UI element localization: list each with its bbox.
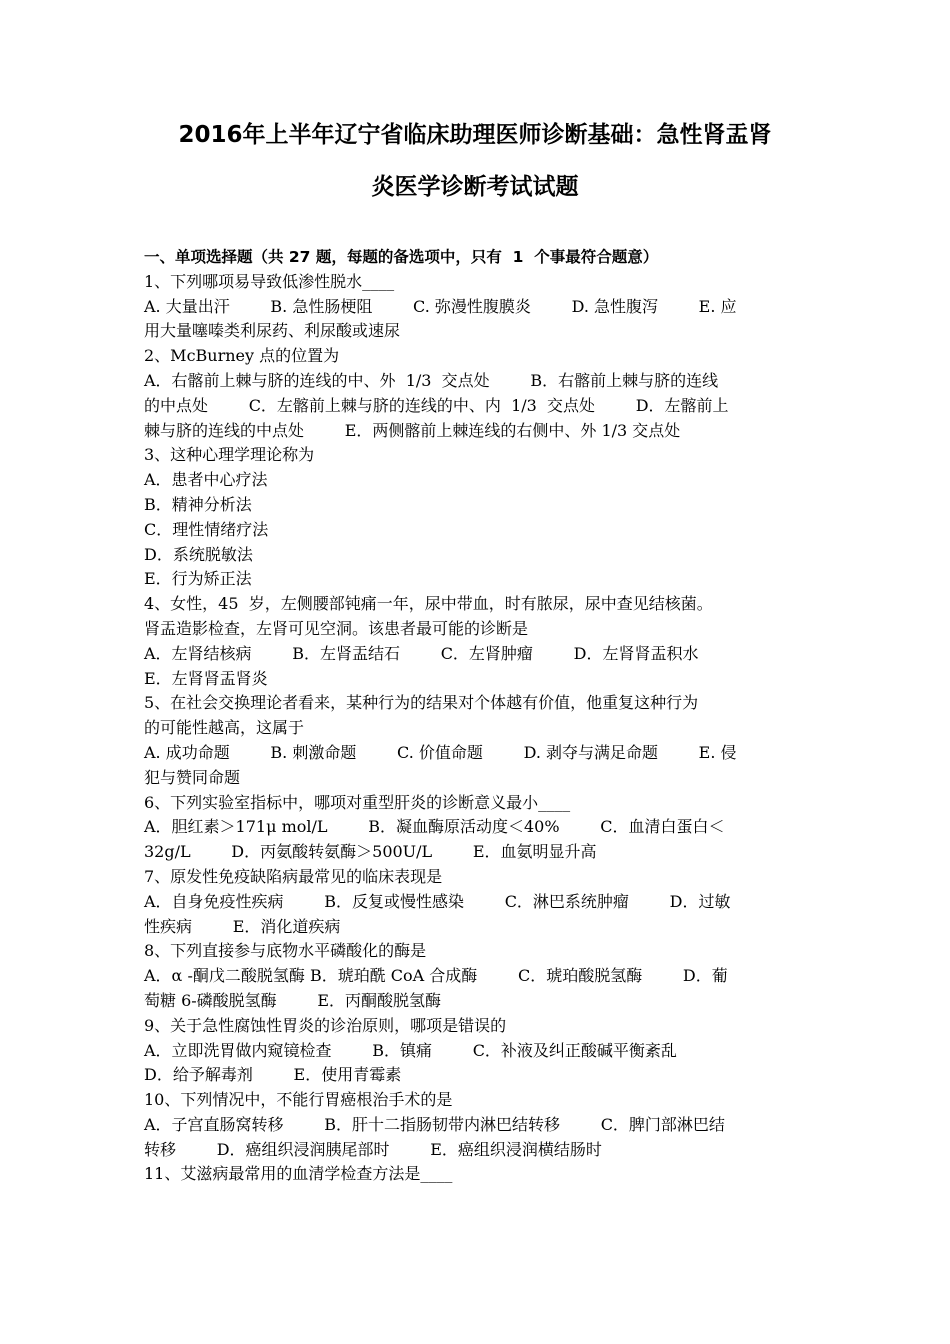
text-line: A．α -酮戊二酸脱氢酶 B．琥珀酰 CoA 合成酶 C．琥珀酸脱氢酶 D．葡 — [144, 966, 728, 986]
text-line: 3、这种心理学理论称为 — [144, 445, 315, 465]
text-line: 4、女性，45 岁，左侧腰部钝痛一年，尿中带血，时有脓尿，尿中查见结核菌。 — [144, 594, 713, 614]
text-line: 10、下列情况中，不能行胃癌根治手术的是 — [144, 1090, 453, 1110]
text-line: A. 大量出汗 B. 急性肠梗阻 C. 弥漫性腹膜炎 D. 急性腹泻 E. 应 — [144, 296, 737, 316]
text-line: C．理性情绪疗法 — [144, 519, 269, 539]
text-line: 性疾病 E．消化道疾病 — [144, 916, 341, 936]
text-line: 5、在社会交换理论者看来，某种行为的结果对个体越有价值，他重复这种行为 — [144, 693, 699, 713]
text-line: 的可能性越高，这属于 — [144, 718, 305, 738]
text-line: A．立即洗胃做内窥镜检查 B．镇痛 C．补液及纠正酸碱平衡紊乱 — [144, 1040, 677, 1060]
document-body — [144, 245, 806, 1187]
text-line: 的中点处 C．左髂前上棘与脐的连线的中、内 1/3 交点处 D．左髂前上 — [144, 395, 729, 415]
text-line: A．左肾结核病 B．左肾盂结石 C．左肾肿瘤 D．左肾肾盂积水 — [144, 643, 699, 663]
text-line: 1、下列哪项易导致低渗性脱水____ — [144, 271, 395, 291]
text-line: A．右髂前上棘与脐的连线的中、外 1/3 交点处 B．右髂前上棘与脐的连线 — [144, 370, 719, 390]
text-line: 萄糖 6-磷酸脱氢酶 E．丙酮酸脱氢酶 — [144, 990, 442, 1010]
text-line: E．行为矫正法 — [144, 569, 252, 589]
text-line: 9、关于急性腐蚀性胃炎的诊治原则，哪项是错误的 — [144, 1015, 507, 1035]
text-line: 7、原发性免疫缺陷病最常见的临床表现是 — [144, 866, 443, 886]
question-list — [144, 270, 806, 1187]
document-title-line-1: 2016年上半年辽宁省临床助理医师诊断基础：急性肾盂肾 — [178, 122, 772, 148]
text-line: 肾盂造影检查，左肾可见空洞。该患者最可能的诊断是 — [144, 618, 529, 638]
text-line: 32g/L D．丙氨酸转氨酶＞500U/L E．血氨明显升高 — [144, 842, 597, 862]
text-line: A．子宫直肠窝转移 B．肝十二指肠韧带内淋巴结转移 C．脾门部淋巴结 — [144, 1114, 725, 1134]
text-line: 用大量噻嗪类利尿药、利尿酸或速尿 — [144, 321, 401, 341]
text-line: E．左肾肾盂肾炎 — [144, 668, 268, 688]
text-line: 转移 D．癌组织浸润胰尾部时 E．癌组织浸润横结肠时 — [144, 1139, 602, 1159]
text-line: 8、下列直接参与底物水平磷酸化的酶是 — [144, 941, 427, 961]
text-line: A．患者中心疗法 — [144, 470, 268, 490]
document-title-line-2: 炎医学诊断考试试题 — [371, 174, 579, 200]
text-line: 犯与赞同命题 — [144, 767, 241, 787]
text-line: D．给予解毒剂 E．使用青霉素 — [144, 1065, 402, 1085]
section-heading: 一、单项选择题（共 27 题，每题的备选项中，只有 1 个事最符合题意） — [144, 248, 659, 266]
text-line: A. 成功命题 B. 刺激命题 C. 价值命题 D. 剥夺与满足命题 E. 侵 — [144, 742, 737, 762]
text-line: 2、McBurney 点的位置为 — [144, 346, 340, 366]
text-line: 6、下列实验室指标中，哪项对重型肝炎的诊断意义最小____ — [144, 792, 571, 812]
text-line: A．自身免疫性疾病 B．反复或慢性感染 C．淋巴系统肿瘤 D．过敏 — [144, 891, 731, 911]
text-line: 11、艾滋病最常用的血清学检查方法是____ — [144, 1164, 453, 1184]
text-line: A．胆红素＞171μ mol/L B．凝血酶原活动度＜40% C．血清白蛋白＜ — [144, 817, 725, 837]
text-line: 棘与脐的连线的中点处 E．两侧髂前上棘连线的右侧中、外 1/3 交点处 — [144, 420, 681, 440]
text-line: D．系统脱敏法 — [144, 544, 253, 564]
text-line: B．精神分析法 — [144, 494, 252, 514]
